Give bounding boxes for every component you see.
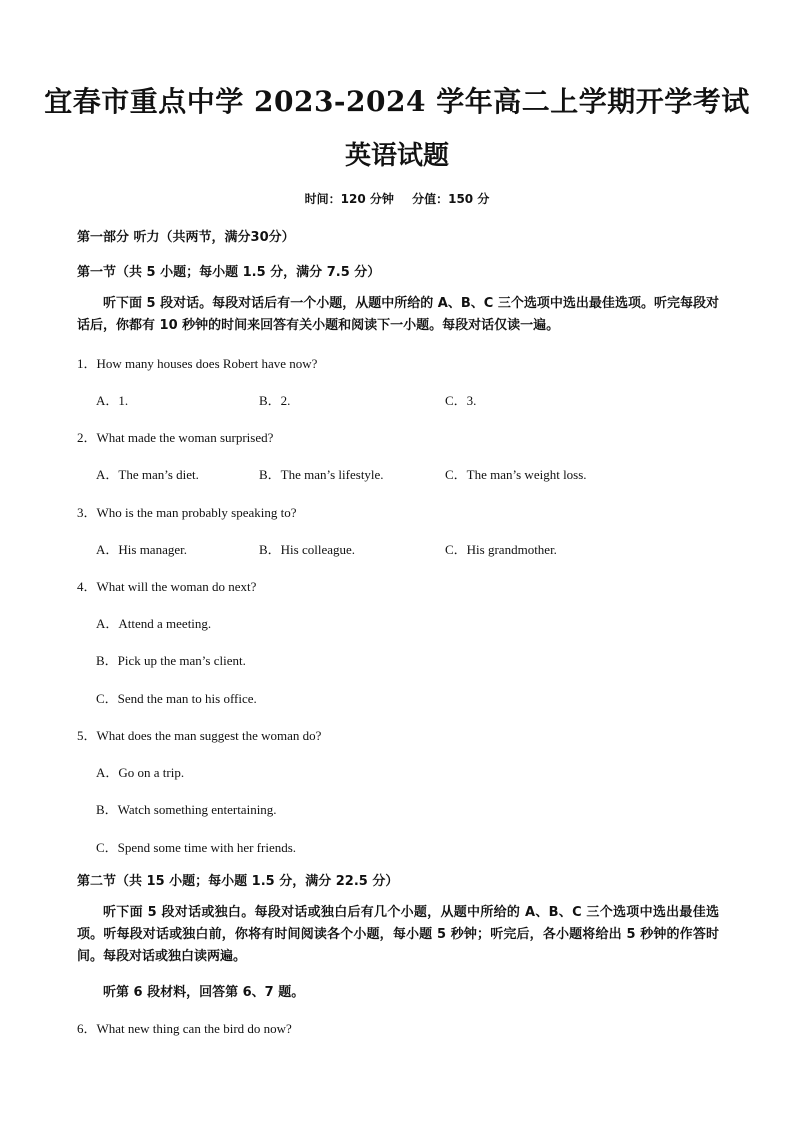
q1-option-a: A．1. [96,393,129,408]
exam-score: 分值：150 分 [412,192,490,206]
page-subtitle: 英语试题 [344,141,449,171]
q4-option-a: A．Attend a meeting. [96,616,212,631]
q2-option-b: B．The man’s lifestyle. [259,467,384,482]
q4-option-b: B．Pick up the man’s client. [96,653,246,668]
section1-instructions: 听下面 5 段对话。每段对话后有一个小题，从题中所给的 A、B、C 三个选项中选出最佳选项。听完每段对话后，你都有 10 秒钟的时间来回答有关小题和阅读下一小题。每段对话仅读一遍。 [77,296,719,333]
q3-option-a: A．His manager. [96,542,187,557]
question-2: 2．What made the woman surprised? [77,430,274,445]
page-title: 宜春市重点中学 2023-2024 学年高二上学期开学考试 [44,85,750,118]
question-5: 5．What does the man suggest the woman do? [77,728,322,743]
section1-heading: 第一节（共 5 小题；每小题 1.5 分，满分 7.5 分） [77,265,381,280]
part1-heading: 第一部分 听力（共两节，满分30分） [77,230,295,245]
q2-option-a: A．The man’s diet. [96,467,199,482]
q3-option-b: B．His colleague. [259,542,356,557]
q5-option-c: C．Spend some time with her friends. [96,840,297,855]
q3-option-c: C．His grandmother. [445,542,557,557]
q5-option-b: B．Watch something entertaining. [96,802,277,817]
material-note: 听第 6 段材料，回答第 6、7 题。 [103,985,305,1000]
exam-meta [0,190,794,207]
question-3: 3．Who is the man probably speaking to? [77,505,297,520]
q5-option-a: A．Go on a trip. [96,765,185,780]
q1-option-b: B．2. [259,393,291,408]
question-6: 6．What new thing can the bird do now? [77,1021,292,1036]
question-1: 1．How many houses does Robert have now? [77,356,318,371]
section2-heading: 第二节（共 15 小题；每小题 1.5 分，满分 22.5 分） [77,874,399,889]
exam-time: 时间：120 分钟 [304,192,394,206]
q2-option-c: C．The man’s weight loss. [445,467,587,482]
q4-option-c: C．Send the man to his office. [96,691,257,706]
section2-instructions: 听下面 5 段对话或独白。每段对话或独白后有几个小题，从题中所给的 A、B、C 三个选项中选出最佳选项。听每段对话或独白前，你将有时间阅读各个小题，每小题 5 秒钟；听完后，各小题将给出 5 秒钟的作答时间。每段对话或独白读两遍。 [77,905,719,964]
q1-option-c: C．3. [445,393,477,408]
question-4: 4．What will the woman do next? [77,579,257,594]
